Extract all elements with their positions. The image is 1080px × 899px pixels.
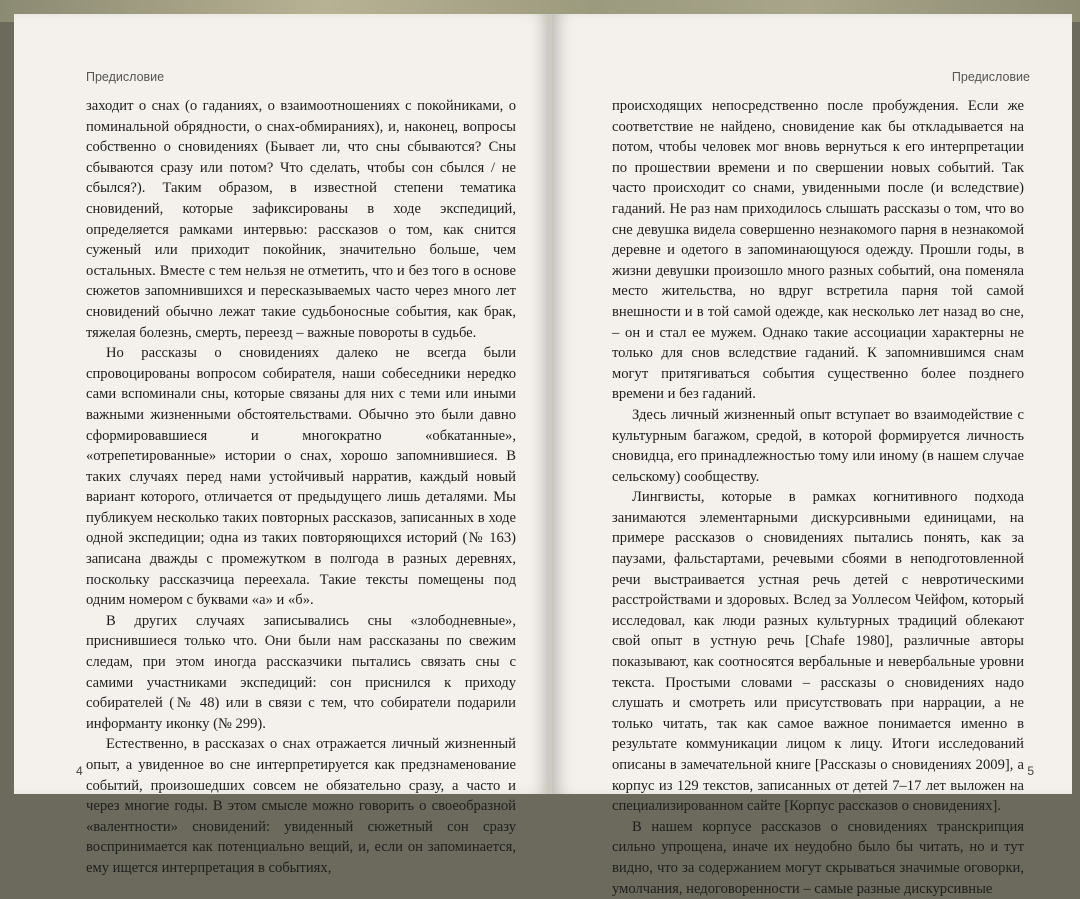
paragraph: В нашем корпусе рассказов о сновидениях транскрипция сильно упрощена, иначе их неудобно было бы читать, но и тут видно, что за содержанием могут скрываться значимые оговорки, умолчания, недоговоренности – самые разные дискурсивные <box>612 818 1024 897</box>
right-running-head: Предисловие <box>951 70 1030 84</box>
left-page-number: 4 <box>76 764 83 778</box>
paragraph: Естественно, в рассказах о снах отражается личный жизненный опыт, а увиденное во сне интерпретируется как предзнаменование событий, произошедших совсем не обязательно сразу, а часто и через многие годы. В этом смысле можно говорить о своеобразной «валентности» сновидений: увиденный сюжетный сон сразу воспринимается как потенциально вещий, и, если он запоминается, ему ищется интерпретация в событиях, <box>86 736 516 876</box>
paragraph: В других случаях записывались сны «злободневные», приснившиеся только что. Они были нам рассказаны по свежим следам, при этом иногда рассказчики пытались связать сны с самими участниками экспедиций: сон приснился к приходу собирателей (№ 48) или в связи с тем, что собиратели подарили информанту иконку (№ 299). <box>86 612 516 732</box>
left-page <box>14 14 550 876</box>
paragraph: заходит о снах (о гаданиях, о взаимоотношениях с покойниками, о поминальной обрядности, о снах-обмираниях), и, наконец, вопросы собственно о сновидениях (Бывает ли, что сны сбываются? Сны сбываются сразу или потом? Что сделать, чтобы сон сбылся / не сбылся?). Таким образом, в известной степени тематика сновидений, которые зафиксированы в ходе экспедиций, определяется рамками интервью: рассказов о том, как снится суженый или приходит покойник, значительно больше, чем остальных. Вместе с тем нельзя не отметить, что и без того в основе сюжетов запомнившихся и пересказываемых часто через много лет сновидений обычно лежат такие судьбоносные события, как брак, тяжелая болезнь, смерть, переезд – важные повороты в судьбе. <box>86 98 516 341</box>
right-page <box>552 14 1072 897</box>
paragraph: Но рассказы о сновидениях далеко не всегда были спровоцированы вопросом собирателя, наши собеседники нередко сами вспоминали сны, которые связаны для них с теми или иными важными жизненными обстоятельствами. Обычно это были давно сформировавшиеся и многократно «обкатанные», «отрепетированные» истории о снах, хорошо запомнившиеся. В таких случаях перед нами устойчивый нарратив, каждый новый вариант которого, отличается от предыдущего лишь деталями. Мы публикуем несколько таких повторных рассказов, записанных в ходе одной экспедиции; одна из таких повторяющихся историй (№ 163) записана дважды с промежутком в полгода в разных деревнях, поскольку рассказчица переехала. Такие тексты помещены под одним номером с буквами «а» и «б». <box>86 345 516 609</box>
right-page-number: 5 <box>1027 764 1034 778</box>
left-running-head: Предисловие <box>86 70 165 84</box>
right-page-text <box>612 96 1024 899</box>
paragraph: Лингвисты, которые в рамках когнитивного подхода занимаются элементарными дискурсивными единицами, на примере рассказов о сновидениях пытались понять, как за паузами, фальстартами, речевыми сбоями в неподготовленной речи выстраивается устная речь детей с невротическими расстройствами и здоровых. Вслед за Уоллесом Чейфом, который исследовал, как люди разных культурных традиций облекают свой опыт в устную речь [Chafe 1980], различные авторы показывают, как соотносятся вербальные и невербальные уровни текста. Простыми словами – рассказы о сновидениях надо слушать и смотреть или присутствовать при наррации, а не только читать, так как самое важное понимается именно в результате коммуникации лицом к лицу. Итоги исследований описаны в замечательной книге [Рассказы о сновидениях 2009], а корпус из 129 текстов, записанных от детей 7–17 лет выложен на специализированном сайте [Корпус рассказов о сновидениях]. <box>612 489 1024 815</box>
left-page-text <box>86 96 516 879</box>
paragraph: Здесь личный жизненный опыт вступает во взаимодействие с культурным багажом, средой, в которой формируется личность сновидца, его принадлежностью тому или иному (в нашем случае сельскому) сообществу. <box>612 406 1024 485</box>
paragraph: происходящих непосредственно после пробуждения. Если же соответствие не найдено, сновидение как бы откладывается на потом, чтобы человек мог вновь вернуться к его интерпретации по прошествии времени и по свершении новых событий. Так часто происходит со снами, увиденными после (и вследствие) гаданий. Не раз нам приходилось слышать рассказы о том, что во сне девушка видела совершенно незнакомого парня в незнакомой деревне и одетого в запоминающуюся одежду. Прошли годы, в жизни девушки произошло много разных событий, она поменяла место жительства, но вдруг встретила парня той самой внешности и в той самой одежде, как несколько лет назад во сне, – он и стал ее мужем. Однако такие ассоциации характерны не только для снов вследствие гаданий. К запомнившимся снам могут притягиваться события существенно более позднего времени и без гаданий. <box>612 98 1024 403</box>
